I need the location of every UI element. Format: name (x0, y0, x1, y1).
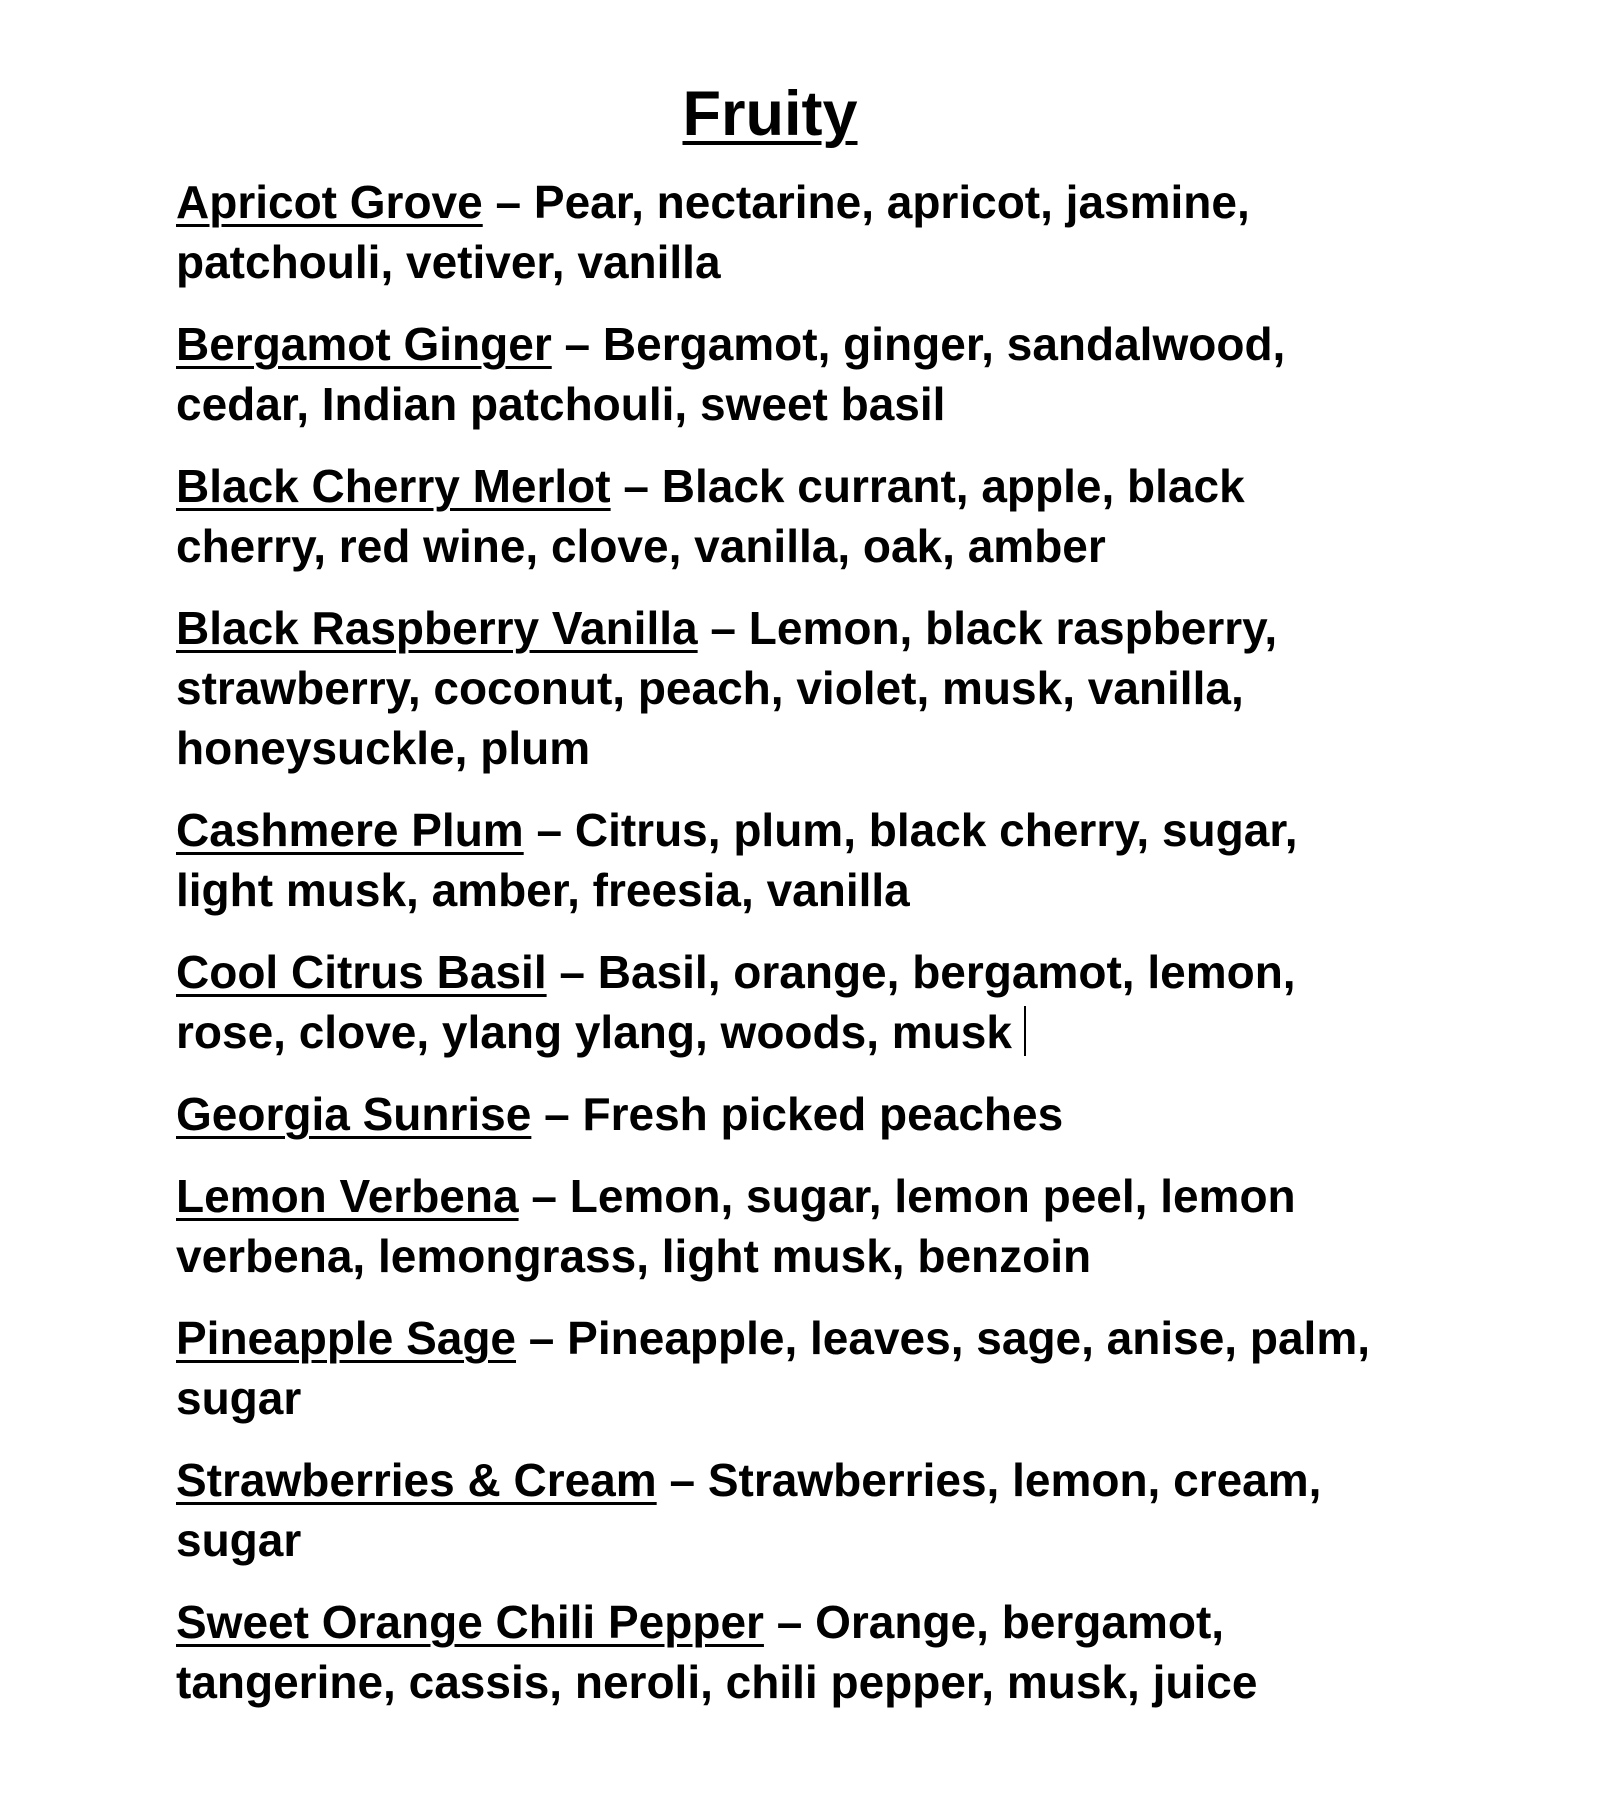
scent-notes: Bergamot, ginger, sandalwood, cedar, Indian patchouli, sweet basil (176, 318, 1286, 430)
separator: – (482, 176, 534, 228)
scent-name: Bergamot Ginger (176, 318, 552, 370)
scent-name: Georgia Sunrise (176, 1088, 532, 1140)
scent-entry-sweet-orange-chili-pepper (176, 1592, 1406, 1712)
scent-entry-cashmere-plum (176, 800, 1406, 920)
scent-notes: Black currant, apple, black cherry, red wine, clove, vanilla, oak, amber (176, 460, 1245, 572)
scent-entry-black-cherry-merlot (176, 456, 1406, 576)
separator: – (697, 602, 749, 654)
scent-notes: Strawberries, lemon, cream, sugar (176, 1454, 1322, 1566)
separator: – (531, 1088, 583, 1140)
scent-name: Cashmere Plum (176, 804, 524, 856)
scent-notes: Citrus, plum, black cherry, sugar, light musk, amber, freesia, vanilla (176, 804, 1298, 916)
separator: – (523, 804, 575, 856)
scent-entry-georgia-sunrise (176, 1084, 1406, 1144)
separator: – (551, 318, 603, 370)
scent-entry-bergamot-ginger (176, 314, 1406, 434)
separator: – (518, 1170, 570, 1222)
scent-notes: Basil, orange, bergamot, lemon, rose, clove, ylang ylang, woods, musk (176, 946, 1296, 1058)
separator: – (656, 1454, 708, 1506)
separator: – (763, 1596, 816, 1648)
scent-name: Cool Citrus Basil (176, 946, 547, 998)
scent-notes: Pear, nectarine, apricot, jasmine, patchouli, vetiver, vanilla (176, 176, 1250, 288)
scent-entry-lemon-verbena (176, 1166, 1406, 1286)
title-text: Fruity (682, 79, 858, 149)
scent-notes: Pineapple, leaves, sage, anise, palm, sugar (176, 1312, 1371, 1424)
page-title (0, 74, 1540, 154)
scent-name: Strawberries & Cream (176, 1454, 657, 1506)
scent-name: Lemon Verbena (176, 1170, 519, 1222)
scent-notes: Orange, bergamot, tangerine, cassis, neroli, chili pepper, musk, juice (176, 1596, 1258, 1708)
scent-name: Black Cherry Merlot (176, 460, 611, 512)
scent-notes: Lemon, black raspberry, strawberry, coconut, peach, violet, musk, vanilla, honeysuckle, plum (176, 602, 1278, 774)
scent-entry-cool-citrus-basil (176, 942, 1406, 1062)
scent-entry-pineapple-sage (176, 1308, 1406, 1428)
separator: – (546, 946, 598, 998)
scent-notes: Fresh picked peaches (582, 1088, 1064, 1140)
scent-name: Pineapple Sage (176, 1312, 517, 1364)
separator: – (516, 1312, 568, 1364)
scent-list (176, 172, 1406, 1734)
scent-name: Black Raspberry Vanilla (176, 602, 698, 654)
scent-name: Sweet Orange Chili Pepper (176, 1596, 764, 1648)
scent-name: Apricot Grove (176, 176, 483, 228)
scent-entry-apricot-grove (176, 172, 1406, 292)
separator: – (610, 460, 662, 512)
text-cursor[interactable] (1024, 1006, 1026, 1056)
scent-notes: Lemon, sugar, lemon peel, lemon verbena, lemongrass, light musk, benzoin (176, 1170, 1296, 1282)
scent-entry-black-raspberry-vanilla (176, 598, 1406, 778)
scent-entry-strawberries-and-cream (176, 1450, 1406, 1570)
